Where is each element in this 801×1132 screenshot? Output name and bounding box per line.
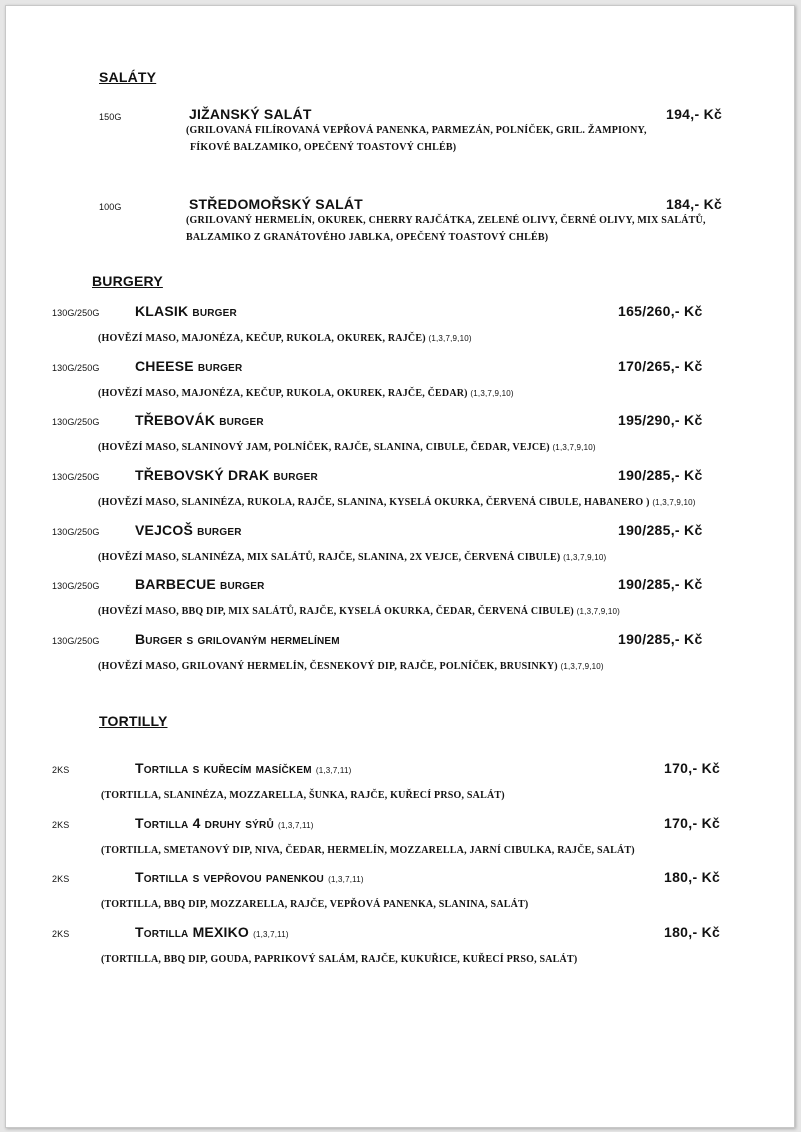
item-weight: 2KS (52, 929, 70, 939)
item-weight: 150G (99, 112, 122, 122)
item-price: 170,- Kč (664, 760, 721, 776)
item-title: JIŽANSKÝ SALÁT (189, 106, 312, 122)
item-title: CHEESE burger (135, 358, 243, 374)
item-title: Tortilla s vepřovou panenkou (1,3,7,11) (135, 869, 364, 885)
item-description-cont: BALZAMIKO Z GRANÁTOVÉHO JABLKA, OPEČENÝ TOASTOVÝ CHLÉB) (186, 232, 549, 243)
menu-page (5, 5, 795, 1128)
item-price: 165/260,- Kč (618, 303, 703, 319)
item-description: (GRILOVANÁ FILÍROVANÁ VEPŘOVÁ PANENKA, PARMEZÁN, POLNÍČEK, GRIL. ŽAMPIONY, (186, 125, 647, 136)
item-weight: 130G/250G (52, 636, 100, 646)
item-description: (GRILOVANÝ HERMELÍN, OKUREK, CHERRY RAJČÁTKA, ZELENÉ OLIVY, ČERNÉ OLIVY, MIX SALÁTŮ, (186, 215, 706, 226)
item-title: Tortilla MEXIKO (1,3,7,11) (135, 924, 289, 940)
item-weight: 130G/250G (52, 472, 100, 482)
item-title: Tortilla 4 druhy sýrů (1,3,7,11) (135, 815, 314, 831)
section-heading-salaty: SALÁTY (99, 69, 157, 85)
allergens: (1,3,7,9,10) (552, 443, 596, 452)
item-price: 170,- Kč (664, 815, 721, 831)
item-description-cont: FÍKOVÉ BALZAMIKO, OPEČENÝ TOASTOVÝ CHLÉB) (190, 142, 457, 153)
allergens: (1,3,7,9,10) (428, 334, 472, 343)
item-price: 190/285,- Kč (618, 467, 703, 483)
item-price: 190/285,- Kč (618, 631, 703, 647)
section-heading-tortilly: TORTILLY (99, 713, 168, 729)
allergens: (1,3,7,9,10) (652, 498, 696, 507)
allergens: (1,3,7,11) (315, 766, 352, 775)
allergens: (1,3,7,9,10) (563, 553, 607, 562)
allergens: (1,3,7,11) (328, 875, 364, 884)
item-price: 190/285,- Kč (618, 576, 703, 592)
item-title: KLASIK burger (135, 303, 237, 319)
item-title: STŘEDOMOŘSKÝ SALÁT (189, 196, 363, 212)
allergens: (1,3,7,9,10) (470, 389, 514, 398)
item-weight: 130G/250G (52, 363, 100, 373)
allergens: (1,3,7,11) (277, 821, 314, 830)
item-description: (TORTILLA, SLANINÉZA, MOZZARELLA, ŠUNKA, RAJČE, KUŘECÍ PRSO, SALÁT) (101, 790, 505, 801)
item-description: (HOVĚZÍ MASO, SLANINÉZA, MIX SALÁTŮ, RAJČE, SLANINA, 2X VEJCE, ČERVENÁ CIBULE) (1,3,7,9,10) (98, 552, 607, 563)
item-price: 180,- Kč (664, 869, 721, 885)
item-price: 180,- Kč (664, 924, 721, 940)
allergens: (1,3,7,9,10) (560, 662, 604, 671)
item-description: (HOVĚZÍ MASO, MAJONÉZA, KEČUP, RUKOLA, OKUREK, RAJČE, ČEDAR) (1,3,7,9,10) (98, 388, 514, 399)
item-description: (HOVĚZÍ MASO, BBQ DIP, MIX SALÁTŮ, RAJČE, KYSELÁ OKURKA, ČEDAR, ČERVENÁ CIBULE) (1,3,7,9,10) (98, 606, 620, 617)
item-title: TŘEBOVSKÝ DRAK burger (135, 467, 318, 483)
item-title: Tortilla s kuřecím masíčkem (1,3,7,11) (135, 760, 352, 776)
allergens: (1,3,7,11) (253, 930, 289, 939)
item-description: (TORTILLA, SMETANOVÝ DIP, NIVA, ČEDAR, HERMELÍN, MOZZARELLA, JARNÍ CIBULKA, RAJČE, SALÁT) (101, 845, 635, 856)
item-weight: 2KS (52, 820, 70, 830)
item-price: 170/265,- Kč (618, 358, 703, 374)
item-title: TŘEBOVÁK burger (135, 412, 264, 428)
item-description: (HOVĚZÍ MASO, SLANINOVÝ JAM, POLNÍČEK, RAJČE, SLANINA, CIBULE, ČEDAR, VEJCE) (1,3,7,9,10) (98, 442, 596, 453)
item-title: VEJCOŠ burger (135, 522, 242, 538)
item-description: (HOVĚZÍ MASO, SLANINÉZA, RUKOLA, RAJČE, SLANINA, KYSELÁ OKURKA, ČERVENÁ CIBULE, HABANERO ) (1,3,7,9,10) (98, 497, 696, 508)
section-heading-burgery: BURGERY (92, 273, 163, 289)
item-title: BARBECUE burger (135, 576, 265, 592)
item-weight: 130G/250G (52, 527, 100, 537)
allergens: (1,3,7,9,10) (576, 607, 620, 616)
item-weight: 130G/250G (52, 581, 100, 591)
item-description: (HOVĚZÍ MASO, GRILOVANÝ HERMELÍN, ČESNEKOVÝ DIP, RAJČE, POLNÍČEK, BRUSINKY) (1,3,7,9,10) (98, 661, 604, 672)
item-description: (TORTILLA, BBQ DIP, GOUDA, PAPRIKOVÝ SALÁM, RAJČE, KUKUŘICE, KUŘECÍ PRSO, SALÁT) (101, 954, 578, 965)
item-weight: 2KS (52, 874, 70, 884)
item-title: Burger s grilovaným hermelínem (135, 631, 340, 647)
item-price: 194,- Kč (666, 106, 723, 122)
item-price: 190/285,- Kč (618, 522, 703, 538)
item-price: 195/290,- Kč (618, 412, 703, 428)
item-weight: 2KS (52, 765, 70, 775)
item-description: (HOVĚZÍ MASO, MAJONÉZA, KEČUP, RUKOLA, OKUREK, RAJČE) (1,3,7,9,10) (98, 333, 472, 344)
item-description: (TORTILLA, BBQ DIP, MOZZARELLA, RAJČE, VEPŘOVÁ PANENKA, SLANINA, SALÁT) (101, 899, 529, 910)
item-weight: 130G/250G (52, 417, 100, 427)
item-price: 184,- Kč (666, 196, 723, 212)
item-weight: 130G/250G (52, 308, 100, 318)
item-weight: 100G (99, 202, 122, 212)
